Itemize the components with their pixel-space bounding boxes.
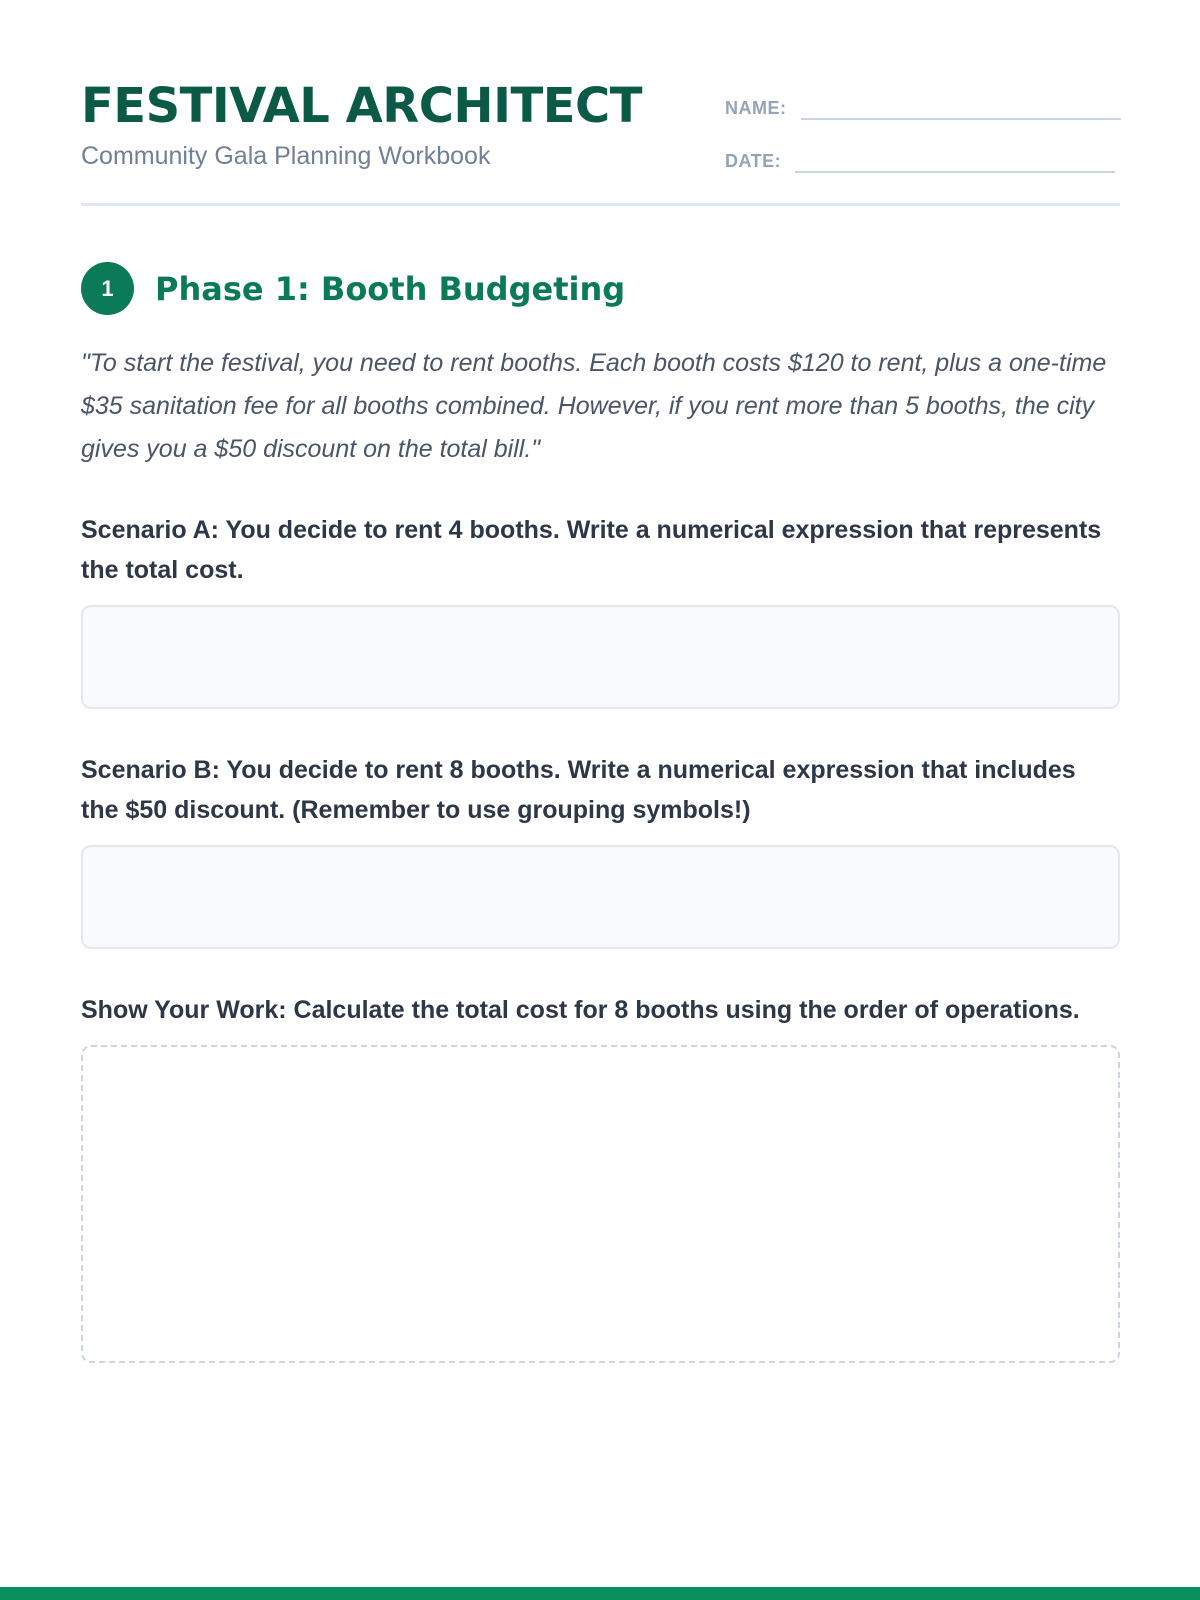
- scenario-b-answer-box[interactable]: [81, 845, 1120, 949]
- date-label: DATE:: [725, 151, 782, 171]
- phase-heading: [81, 262, 625, 315]
- date-input-line[interactable]: [795, 143, 1115, 173]
- scenario-a-prompt: Scenario A: You decide to rent 4 booths. Write a numerical expression that represents the total cost.: [81, 516, 1102, 584]
- date-field: [725, 143, 1115, 173]
- name-field: [725, 90, 1121, 120]
- phase-number-badge: 1: [81, 262, 134, 315]
- phase-title: Phase 1: Booth Budgeting: [155, 269, 626, 308]
- name-input-line[interactable]: [801, 90, 1121, 120]
- show-work-prompt: Show Your Work: Calculate the total cost for 8 booths using the order of operations.: [81, 996, 1080, 1024]
- scenario-b-prompt: Scenario B: You decide to rent 8 booths. Write a numerical expression that includes the $50 discount. (Remember to use grouping symbols!): [81, 756, 1076, 824]
- name-label: NAME:: [725, 98, 787, 118]
- worksheet-subtitle: Community Gala Planning Workbook: [81, 142, 491, 170]
- footer-bar: [0, 1587, 1200, 1600]
- phase-intro-text: "To start the festival, you need to rent booths. Each booth costs $120 to rent, plus a one-time $35 sanitation fee for all booths combined. However, if you rent more than 5 booths, the city gives you a $50 discount on the total bill.": [81, 349, 1107, 463]
- worksheet-title: FESTIVAL ARCHITECT: [81, 78, 642, 134]
- worksheet-header: [81, 74, 1120, 206]
- show-work-box[interactable]: [81, 1045, 1120, 1363]
- scenario-a-answer-box[interactable]: [81, 605, 1120, 709]
